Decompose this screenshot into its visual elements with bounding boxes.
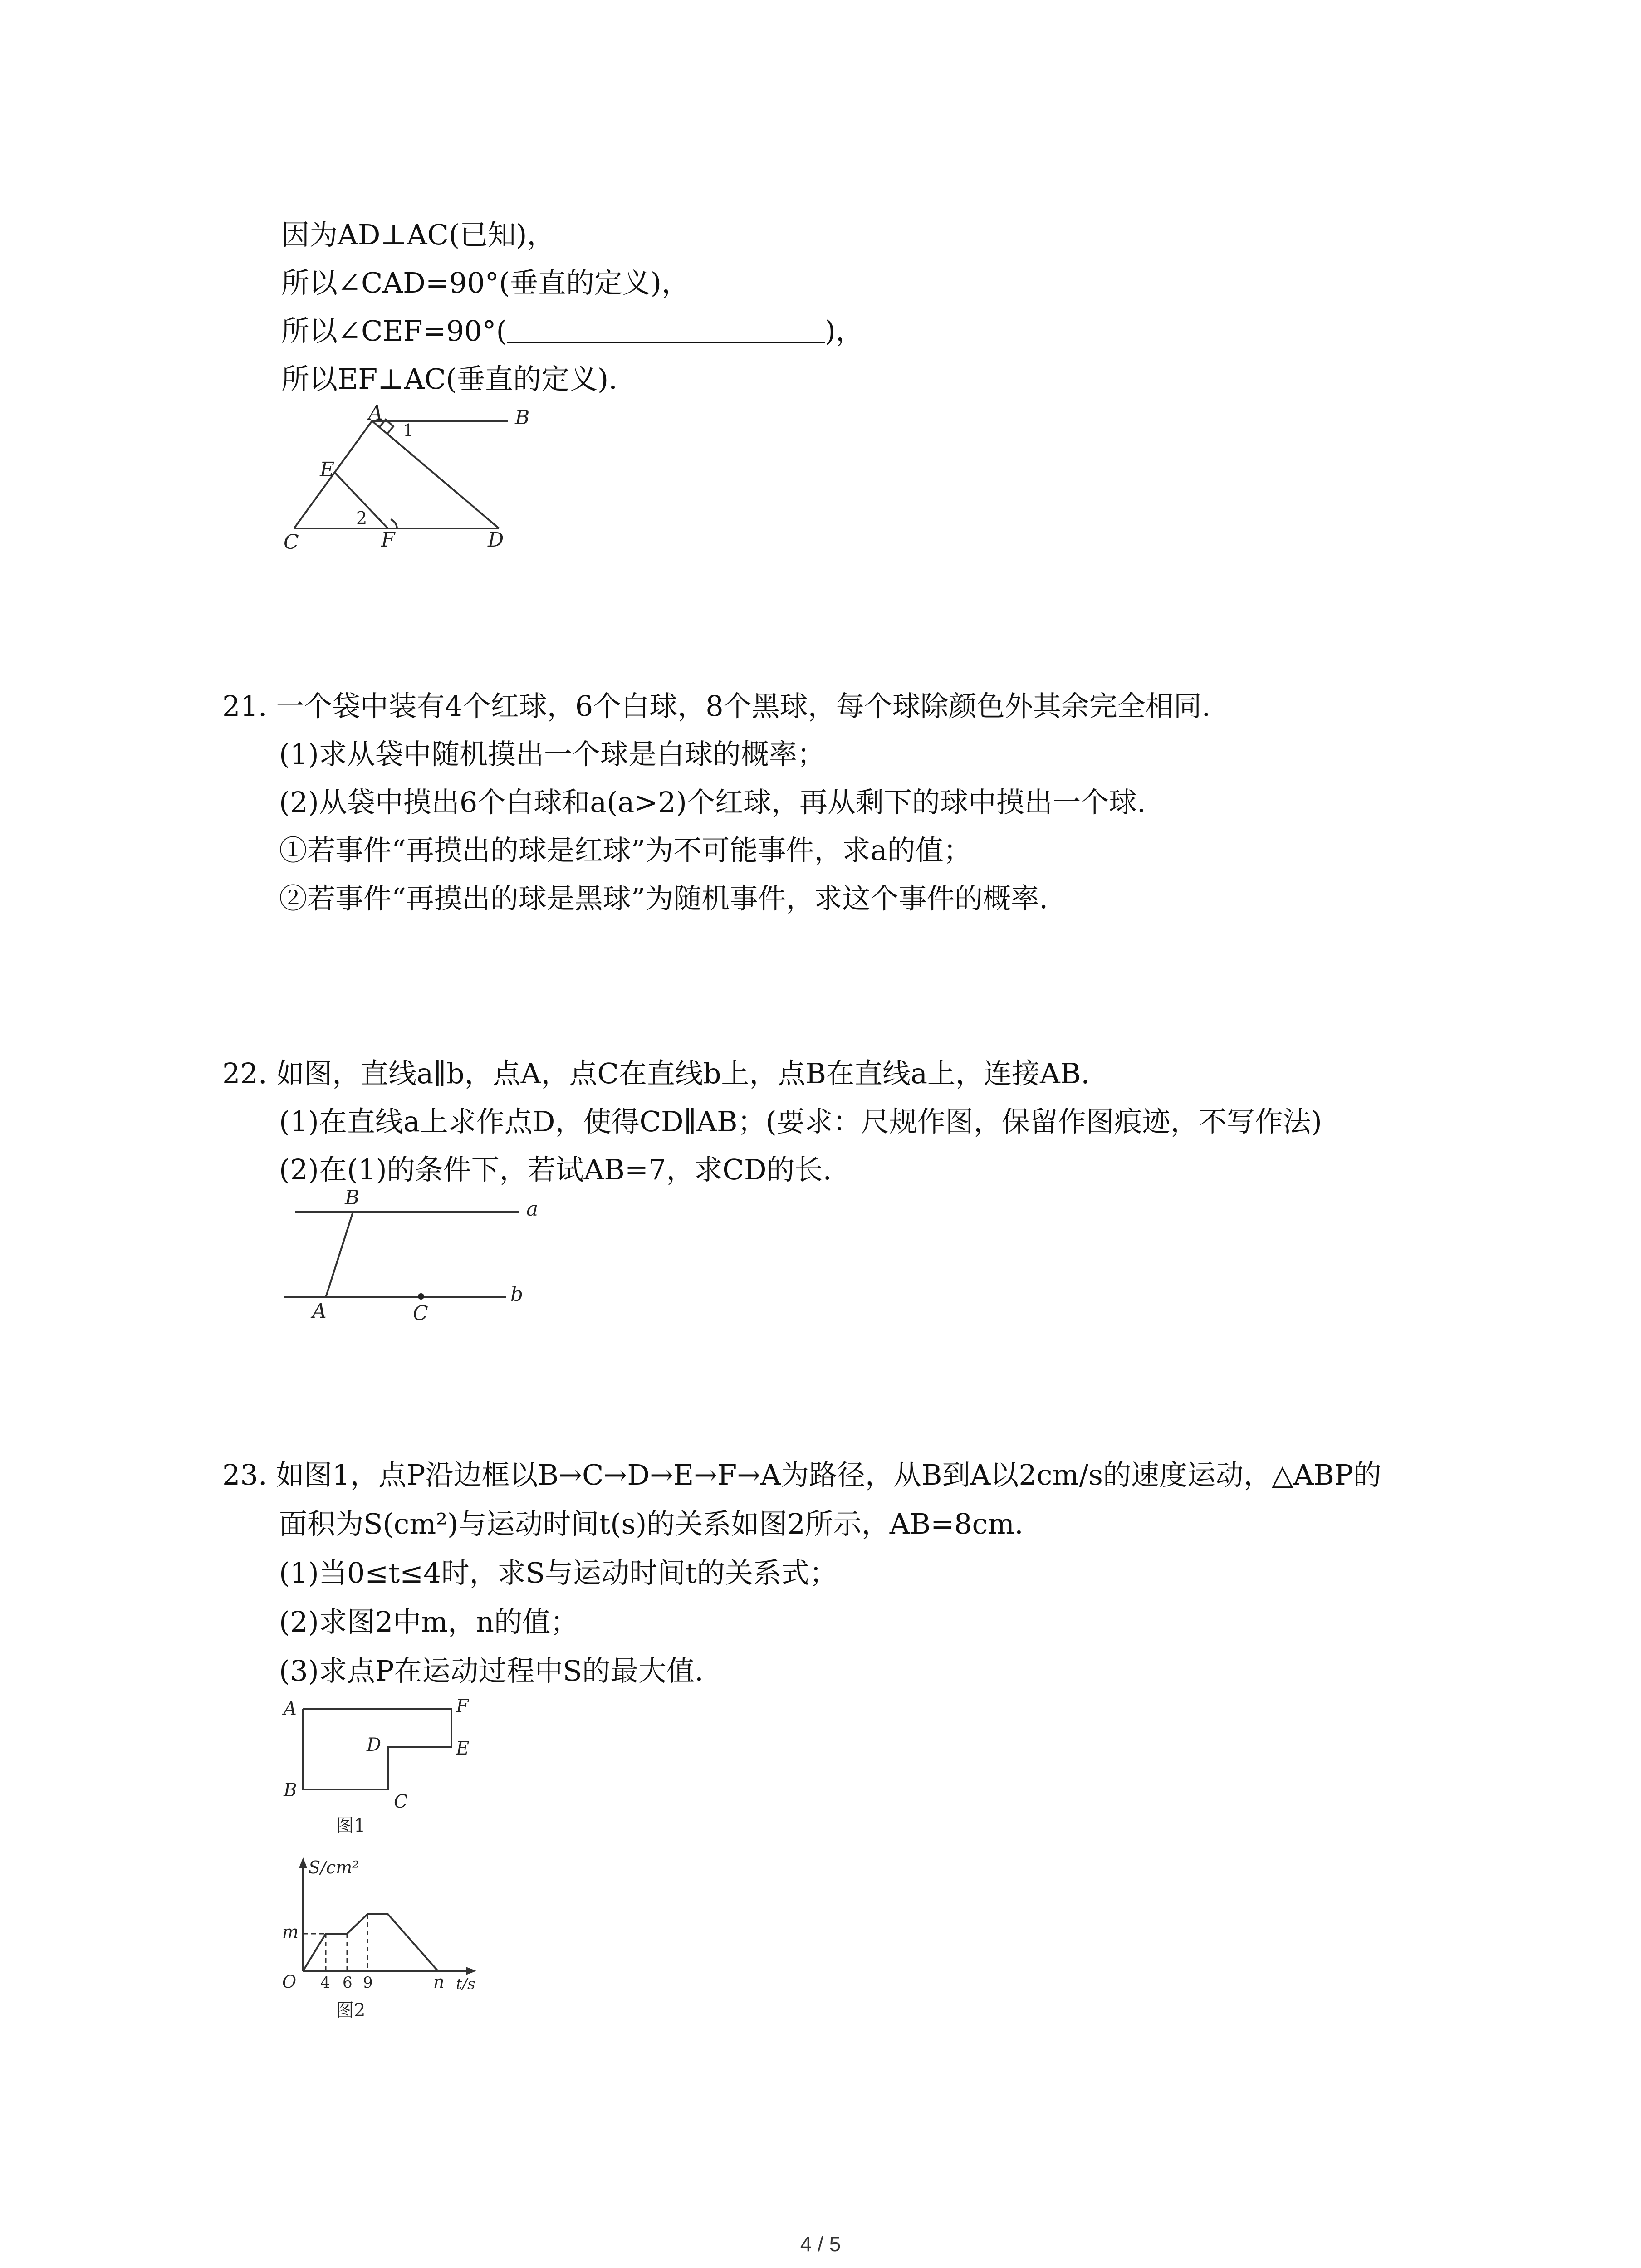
q21-stem: 21. 一个袋中装有4个红球，6个白球，8个黑球，每个球除颜色外其余完全相同. [222,689,1211,723]
page-number: 4 / 5 [800,2232,841,2256]
graph-n-label: n [433,1972,445,1992]
label-E: E [320,458,335,481]
graph-origin-label: O [282,1972,297,1992]
graph-tick-6: 6 [343,1974,353,1992]
q22-part-1: (1)在直线a上求作点D，使得CD∥AB；(要求：尺规作图，保留作图痕迹，不写作法) [279,1105,1322,1138]
caption-fig2: 图2 [336,2000,366,2021]
q22-stem: 22. 如图，直线a∥b，点A，点C在直线b上，点B在直线a上，连接AB. [222,1057,1090,1090]
label-D-fig1: D [367,1735,382,1755]
q21-part-2: (2)从袋中摸出6个白球和a(a>2)个红球，再从剩下的球中摸出一个球. [279,786,1146,819]
label-B-line: B [345,1186,360,1209]
q23-part-3: (3)求点P在运动过程中S的最大值. [279,1654,704,1687]
proof-line-3-text: 所以∠CEF=90°( [281,314,507,347]
proof-line-4: 所以EF⊥AC(垂直的定义). [281,362,617,396]
q23-part-2: (2)求图2中m，n的值； [279,1605,578,1638]
label-B: B [515,406,530,429]
label-A-fig1: A [284,1698,297,1719]
q23-part-1: (1)当0≤t≤4时，求S与运动时间t的关系式； [279,1556,838,1589]
label-F-fig1: F [456,1696,469,1717]
q23-stem-2: 面积为S(cm²)与运动时间t(s)的关系如图2所示，AB=8cm. [279,1507,1024,1540]
label-E-fig1: E [456,1738,470,1759]
label-b-line: b [510,1283,524,1306]
q21-part-2a: ①若事件“再摸出的球是红球”为不可能事件，求a的值； [279,834,972,867]
q21-part-1: (1)求从袋中随机摸出一个球是白球的概率； [279,738,825,771]
q21-part-2b: ②若事件“再摸出的球是黑球”为随机事件，求这个事件的概率. [279,882,1048,915]
graph-y-axis-label: S/cm² [309,1857,359,1877]
label-B-fig1: B [284,1780,297,1801]
proof-line-1: 因为AD⊥AC(已知)， [281,218,555,251]
label-A-line: A [312,1300,327,1323]
caption-fig1: 图1 [336,1815,366,1836]
label-angle-1: 1 [403,420,414,440]
proof-blank-close: )， [824,314,864,347]
graph-tick-9: 9 [363,1974,373,1992]
label-angle-2: 2 [356,508,367,528]
label-a-line: a [526,1198,539,1221]
label-C-fig1: C [394,1791,408,1812]
proof-line-2: 所以∠CAD=90°(垂直的定义)， [281,266,690,299]
graph-m-label: m [282,1922,299,1942]
label-C-line: C [413,1302,428,1325]
label-C: C [284,531,299,554]
q23-stem-1: 23. 如图1，点P沿边框以B→C→D→E→F→A为路径，从B到A以2cm/s的速度运动，△ABP的 [222,1458,1381,1491]
graph-x-axis-label: t/s [456,1975,475,1993]
label-F: F [381,528,395,552]
graph-tick-4: 4 [320,1974,330,1992]
label-D: D [488,528,504,552]
label-A: A [368,401,383,425]
q22-part-2: (2)在(1)的条件下，若试AB=7，求CD的长. [279,1153,832,1186]
